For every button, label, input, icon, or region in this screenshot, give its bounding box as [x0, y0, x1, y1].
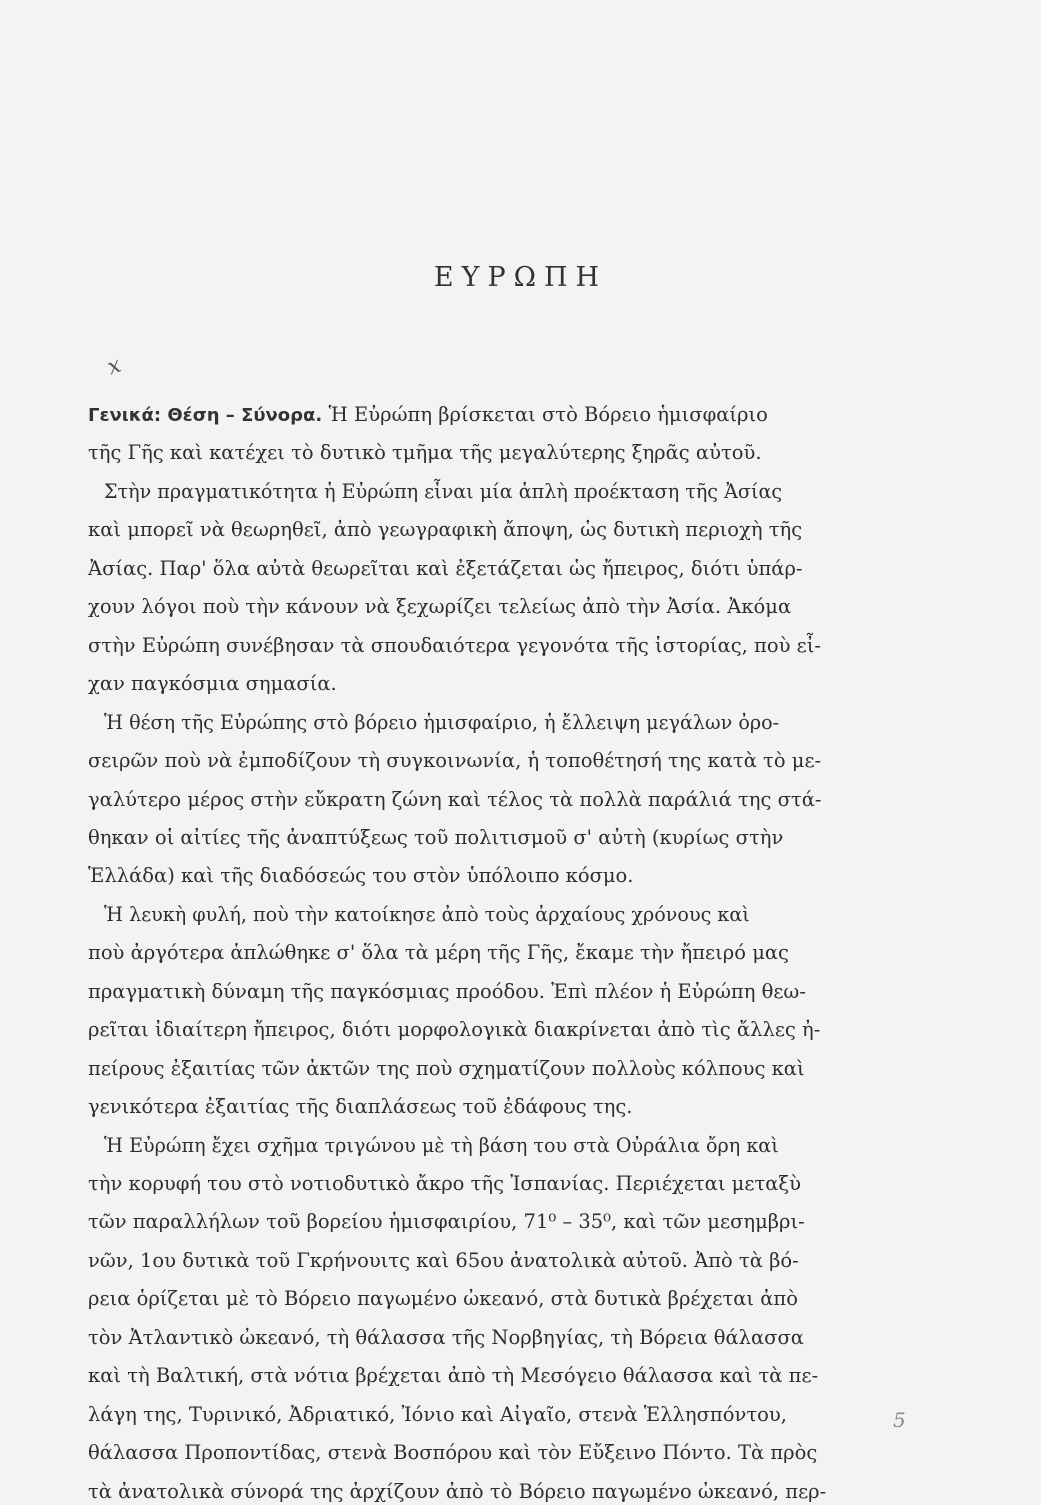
text-line [88, 517, 948, 543]
text-line [88, 863, 948, 889]
text-line-content: τὰ ἀνατολικὰ σύνορά της ἀρχίζουν ἀπὸ τὸ Βόρειο παγωμένο ὠκεανό, περ- [88, 1479, 827, 1503]
text-line [88, 1171, 948, 1197]
text-line [88, 1363, 948, 1389]
text-line [88, 1286, 948, 1312]
text-line-content: τὸν Ἀτλαντικὸ ὠκεανό, τὴ θάλασσα τῆς Νορβηγίας, τὴ Βόρεια θάλασσα [88, 1325, 804, 1349]
page-number: 5 [893, 1408, 906, 1432]
text-line-content: Ἡ θέση τῆς Εὐρώπης στὸ βόρειο ἡμισφαίριο, ἡ ἔλλειψη μεγάλων ὀρο- [104, 710, 780, 734]
text-line [104, 710, 948, 736]
text-line-content: σειρῶν ποὺ νὰ ἐμποδίζουν τὴ συγκοινωνία, ἡ τοποθέτησή της κατὰ τὸ με- [88, 749, 822, 773]
text-line [88, 825, 948, 851]
text-line-content: πείρους ἐξαιτίας τῶν ἀκτῶν της ποὺ σχηματίζουν πολλοὺς κόλπους καὶ [88, 1056, 805, 1080]
text-line [88, 556, 948, 582]
text-line-content: θάλασσα Προποντίδας, στενὰ Βοσπόρου καὶ τὸν Εὔξεινο Πόντο. Τὰ πρὸς [88, 1441, 818, 1465]
text-line-content: Στὴν πραγματικότητα ἡ Εὐρώπη εἶναι μία ἁπλὴ προέκταση τῆς Ἀσίας [104, 479, 783, 503]
text-line-content: καὶ τὴ Βαλτική, στὰ νότια βρέχεται ἀπὸ τὴ Μεσόγειο θάλασσα καὶ τὰ πε- [88, 1364, 819, 1388]
text-line [88, 633, 948, 659]
text-line-content: Ἀσίας. Παρ' ὅλα αὐτὰ θεωρεῖται καὶ ἐξετάζεται ὡς ἤπειρος, διότι ὑπάρ- [88, 556, 803, 580]
text-line [88, 748, 948, 774]
text-line [88, 1325, 948, 1351]
text-line-content: Ἡ Εὐρώπη ἔχει σχῆμα τριγώνου μὲ τὴ βάση του στὰ Οὐράλια ὄρη καὶ [104, 1133, 779, 1157]
text-line-content: πραγματικὴ δύναμη τῆς παγκόσμιας προόδου. Ἐπὶ πλέον ἡ Εὐρώπη θεω- [88, 979, 806, 1003]
text-line [88, 1402, 948, 1428]
text-line [88, 1017, 948, 1043]
text-line-content: Ἡ Εὐρώπη βρίσκεται στὸ Βόρειο ἡμισφαίριο [328, 403, 768, 426]
margin-mark: x [104, 352, 125, 381]
text-line [88, 671, 948, 697]
text-line-content: τὴν κορυφή του στὸ νοτιοδυτικὸ ἄκρο τῆς Ἰσπανίας. Περιέχεται μεταξὺ [88, 1172, 801, 1195]
text-line [104, 902, 948, 928]
text-line [88, 1440, 948, 1466]
text-line [88, 1094, 948, 1120]
text-line-content: γενικότερα ἐξαιτίας τῆς διαπλάσεως τοῦ ἐδάφους της. [88, 1095, 633, 1119]
text-line [88, 940, 948, 966]
text-line-content: γαλύτερο μέρος στὴν εὔκρατη ζώνη καὶ τέλος τὰ πολλὰ παράλιά της στά- [88, 787, 822, 811]
text-line [88, 787, 948, 813]
text-line [88, 1056, 948, 1082]
text-line-content: Ἑλλάδα) καὶ τῆς διαδόσεώς του στὸν ὑπόλοιπο κόσμο. [88, 864, 634, 888]
text-line-content: θηκαν οἱ αἰτίες τῆς ἀναπτύξεως τοῦ πολιτισμοῦ σ' αὐτὴ (κυρίως στὴν [88, 825, 784, 849]
text-line-content: ρεια ὁρίζεται μὲ τὸ Βόρειο παγωμένο ὠκεανό, στὰ δυτικὰ βρέχεται ἀπὸ [88, 1287, 798, 1311]
text-line [104, 479, 948, 505]
text-line-content: ρεῖται ἰδιαίτερη ἤπειρος, διότι μορφολογικὰ διακρίνεται ἀπὸ τὶς ἄλλες ἠ- [88, 1018, 821, 1042]
text-line [88, 1479, 948, 1505]
text-line-content: στὴν Εὐρώπη συνέβησαν τὰ σπουδαιότερα γεγονότα τῆς ἱστορίας, ποὺ εἶ- [88, 633, 822, 657]
text-line-content: νῶν, 1ου δυτικὰ τοῦ Γκρήνουιτς καὶ 65ου ἀνατολικὰ αὐτοῦ. Ἀπὸ τὰ βό- [88, 1248, 799, 1272]
text-line-content: ποὺ ἀργότερα ἁπλώθηκε σ' ὅλα τὰ μέρη τῆς Γῆς, ἔκαμε τὴν ἤπειρό μας [88, 941, 789, 965]
text-line-content: τῆς Γῆς καὶ κατέχει τὸ δυτικὸ τμῆμα τῆς μεγαλύτερης ξηρᾶς αὐτοῦ. [88, 441, 762, 465]
text-line [88, 979, 948, 1005]
text-line [88, 1209, 948, 1235]
chapter-title: ΕΥΡΩΠΗ [433, 262, 608, 293]
text-line-content: χουν λόγοι ποὺ τὴν κάνουν νὰ ξεχωρίζει τελείως ἀπὸ τὴν Ἀσία. Ἀκόμα [88, 595, 792, 619]
text-line-content: τῶν παραλλήλων τοῦ βορείου ἡμισφαιρίου, 71⁰ – 35⁰, καὶ τῶν μεσημβρι- [88, 1210, 805, 1234]
text-line-content: Ἡ λευκὴ φυλή, ποὺ τὴν κατοίκησε ἀπὸ τοὺς ἀρχαίους χρόνους καὶ [104, 902, 750, 926]
section-label: Γενικά: Θέση – Σύνορα. [88, 405, 329, 426]
text-line [88, 402, 948, 429]
text-line [88, 1248, 948, 1274]
text-line [88, 594, 948, 620]
text-line [104, 1133, 948, 1159]
text-line-content: λάγη της, Τυρινικό, Ἀδριατικό, Ἰόνιο καὶ Αἰγαῖο, στενὰ Ἑλλησπόντου, [88, 1402, 787, 1426]
text-line [88, 440, 948, 466]
text-line-content: καὶ μπορεῖ νὰ θεωρηθεῖ, ἀπὸ γεωγραφικὴ ἄποψη, ὡς δυτικὴ περιοχὴ τῆς [88, 518, 803, 542]
text-line-content: χαν παγκόσμια σημασία. [88, 672, 337, 696]
